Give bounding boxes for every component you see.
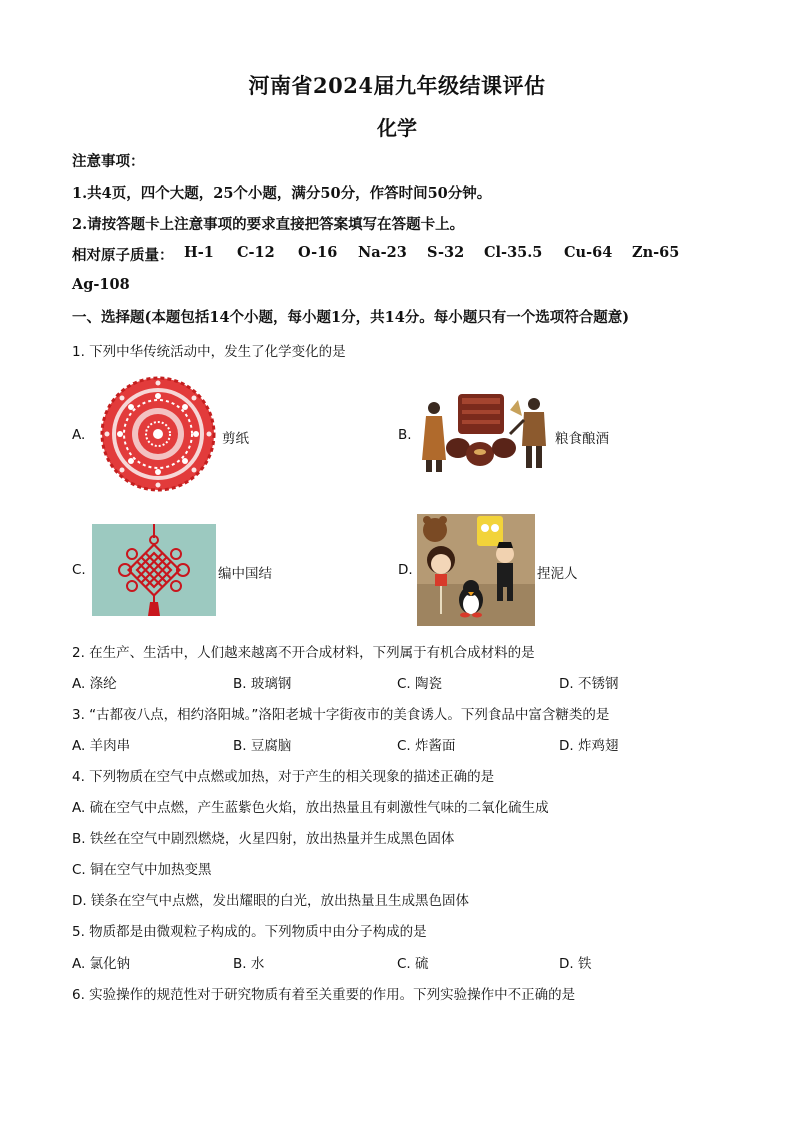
option-letter: C.: [72, 862, 86, 878]
q1-option-a-text: 剪纸: [222, 431, 249, 447]
q5-option-d: [559, 952, 591, 972]
option-text: 涤纶: [89, 676, 117, 692]
atomic-mass-label: 相对原子质量：: [72, 247, 174, 264]
question-6-stem: 6. 实验操作的规范性对于研究物质有着至关重要的作用。下列实验操作中不正确的是: [72, 987, 576, 1003]
option-text: 铁: [577, 956, 592, 972]
option-letter: C.: [397, 738, 411, 754]
q1-option-c-text: 编中国结: [218, 566, 272, 582]
notes-item-2: 2.请按答题卡上注意事项的要求直接把答案填写在答题卡上。: [72, 216, 465, 233]
q1-option-b-letter: B.: [398, 427, 412, 443]
q3-option-b: [233, 734, 291, 754]
q2-option-d: [559, 672, 618, 692]
option-text: 炸鸡翅: [577, 738, 619, 754]
atomic-mass-value: H-1: [184, 244, 214, 261]
option-text: 硫在空气中点燃，产生蓝紫色火焰，放出热量且有刺激性气味的二氧化硫生成: [89, 800, 549, 816]
q1-option-d-text: 捏泥人: [537, 566, 578, 582]
option-letter: A.: [72, 800, 86, 816]
option-text: 炸酱面: [415, 738, 456, 754]
clay-figures-image: [417, 514, 535, 626]
q2-option-b: [233, 672, 291, 692]
option-letter: A.: [72, 956, 86, 972]
notes-item-1: 1.共4页，四个大题，25个小题，满分50分，作答时间50分钟。: [72, 185, 492, 202]
option-text: 铜在空气中加热变黑: [90, 862, 212, 878]
section-heading: 一、选择题(本题包括14个小题，每小题1分，共14分。每小题只有一个选项符合题意): [72, 309, 630, 326]
q1-option-a-letter: A.: [72, 427, 86, 443]
subject-title: 化学: [377, 116, 417, 140]
option-text: 镁条在空气中点燃，发出耀眼的白光，放出热量且生成黑色固体: [90, 893, 469, 909]
atomic-mass-value: Cu-64: [564, 244, 613, 261]
atomic-mass-value: Ag-108: [72, 276, 130, 293]
option-letter: B.: [72, 831, 86, 847]
q4-option-c: [72, 858, 212, 878]
q1-option-c-letter: C.: [72, 562, 86, 578]
option-text: 陶瓷: [415, 676, 443, 692]
question-4-stem: 4. 下列物质在空气中点燃或加热，对于产生的相关现象的描述正确的是: [72, 769, 495, 785]
option-text: 玻璃钢: [250, 676, 292, 692]
q1-option-b-text: 粮食酿酒: [555, 431, 609, 447]
q4-option-a: [72, 796, 549, 816]
q3-option-d: [559, 734, 618, 754]
atomic-mass-value: C-12: [237, 244, 275, 261]
question-2-stem: 2. 在生产、生活中，人们越来越离不开合成材料，下列属于有机合成材料的是: [72, 645, 535, 661]
q1-option-d-letter: D.: [398, 562, 413, 578]
atomic-mass-value: Na-23: [358, 244, 407, 261]
question-5-stem: 5. 物质都是由微观粒子构成的。下列物质中由分子构成的是: [72, 924, 427, 940]
atomic-mass-value: S-32: [427, 244, 465, 261]
option-letter: B.: [233, 676, 247, 692]
paper-cut-image: [96, 375, 220, 493]
atomic-mass-value: Zn-65: [632, 244, 680, 261]
q3-option-c: [397, 734, 456, 754]
q5-option-a: [72, 952, 130, 972]
option-letter: A.: [72, 738, 86, 754]
atomic-mass-value: Cl-35.5: [484, 244, 543, 261]
exam-title: 河南省2024届九年级结课评估: [248, 73, 546, 98]
option-text: 羊肉串: [89, 738, 131, 754]
option-text: 氯化钠: [89, 956, 131, 972]
q5-option-b: [233, 952, 264, 972]
q2-option-a: [72, 672, 117, 692]
option-text: 铁丝在空气中剧烈燃烧，火星四射，放出热量并生成黑色固体: [89, 831, 455, 847]
option-letter: B.: [233, 738, 247, 754]
option-letter: D.: [559, 676, 574, 692]
option-text: 豆腐脑: [250, 738, 292, 754]
option-letter: D.: [559, 956, 574, 972]
option-letter: A.: [72, 676, 86, 692]
option-letter: D.: [72, 893, 87, 909]
option-letter: D.: [559, 738, 574, 754]
option-letter: C.: [397, 676, 411, 692]
question-3-stem: 3. “古都夜八点，相约洛阳城。”洛阳老城十字街夜市的美食诱人。下列食品中富含糖类的是: [72, 707, 610, 723]
notes-heading: 注意事项：: [72, 153, 145, 170]
atomic-mass-value: O-16: [298, 244, 338, 261]
q4-option-d: [72, 889, 469, 909]
option-text: 硫: [415, 956, 429, 972]
option-text: 不锈钢: [577, 676, 619, 692]
option-letter: B.: [233, 956, 247, 972]
chinese-knot-image: [92, 524, 216, 616]
question-1-stem: 1. 下列中华传统活动中，发生了化学变化的是: [72, 344, 346, 360]
brewing-image: [418, 390, 552, 476]
q3-option-a: [72, 734, 130, 754]
option-letter: C.: [397, 956, 411, 972]
q2-option-c: [397, 672, 442, 692]
q4-option-b: [72, 827, 454, 847]
option-text: 水: [250, 956, 265, 972]
q5-option-c: [397, 952, 429, 972]
